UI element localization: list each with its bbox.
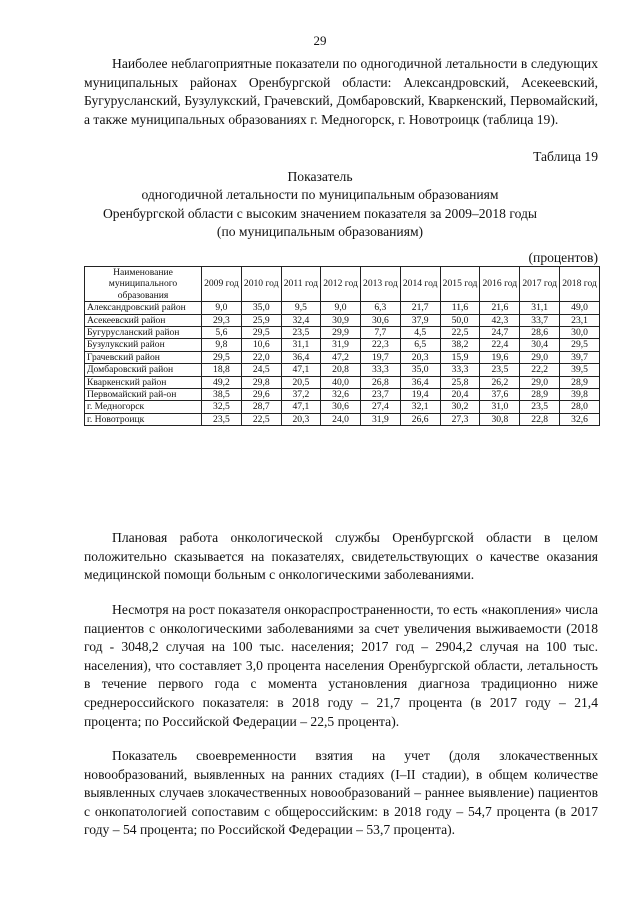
- row-name: Первомайский рай-он: [85, 389, 202, 401]
- value-cell: 29,5: [560, 339, 600, 351]
- value-cell: 6,5: [400, 339, 440, 351]
- row-name: Александровский район: [85, 302, 202, 314]
- value-cell: 6,3: [360, 302, 400, 314]
- table-units: (процентов): [528, 250, 598, 265]
- value-cell: 29,0: [520, 351, 560, 363]
- value-cell: 20,3: [400, 351, 440, 363]
- header-year: 2012 год: [321, 267, 361, 302]
- value-cell: 28,6: [520, 327, 560, 339]
- value-cell: 32,1: [400, 401, 440, 413]
- value-cell: 32,6: [560, 413, 600, 425]
- value-cell: 24,0: [321, 413, 361, 425]
- intro-paragraph: Наиболее неблагоприятные показатели по одногодичной летальности в следующих муниципальных районах Оренбургской области: Александровский, Асекеевский, Бугурусланский, Бузулукский, Грачевский, Домбаровский, Кваркенский, Первомайский, а также муниципальных образованиях г. Медногорск, г. Новотроицк (таблица 19).: [84, 56, 598, 127]
- value-cell: 31,1: [520, 302, 560, 314]
- caption-line-1: Показатель: [287, 169, 353, 184]
- header-name: Наименование муниципального образования: [85, 267, 202, 302]
- value-cell: 26,8: [360, 376, 400, 388]
- value-cell: 31,1: [281, 339, 320, 351]
- value-cell: 47,2: [321, 351, 361, 363]
- value-cell: 22,5: [241, 413, 281, 425]
- value-cell: 20,8: [321, 364, 361, 376]
- value-cell: 39,8: [560, 389, 600, 401]
- value-cell: 36,4: [281, 351, 320, 363]
- value-cell: 30,0: [560, 327, 600, 339]
- value-cell: 33,7: [520, 314, 560, 326]
- value-cell: 9,5: [281, 302, 320, 314]
- value-cell: 28,0: [560, 401, 600, 413]
- value-cell: 24,7: [480, 327, 520, 339]
- value-cell: 5,6: [202, 327, 242, 339]
- page-number: 29: [313, 33, 327, 48]
- table-label: Таблица 19: [533, 149, 598, 164]
- value-cell: 30,6: [360, 314, 400, 326]
- value-cell: 42,3: [480, 314, 520, 326]
- value-cell: 22,5: [440, 327, 480, 339]
- value-cell: 35,0: [241, 302, 281, 314]
- value-cell: 28,9: [560, 376, 600, 388]
- value-cell: 7,7: [360, 327, 400, 339]
- header-year: 2011 год: [281, 267, 320, 302]
- table-header-row: [85, 267, 600, 302]
- value-cell: 19,6: [480, 351, 520, 363]
- value-cell: 37,6: [480, 389, 520, 401]
- value-cell: 31,0: [480, 401, 520, 413]
- value-cell: 23,1: [560, 314, 600, 326]
- lethality-table: [84, 266, 600, 426]
- row-name: Бузулукский район: [85, 339, 202, 351]
- value-cell: 30,9: [321, 314, 361, 326]
- value-cell: 22,4: [480, 339, 520, 351]
- table-caption: [60, 168, 580, 241]
- value-cell: 29,0: [520, 376, 560, 388]
- value-cell: 30,2: [440, 401, 480, 413]
- row-name: Кваркенский район: [85, 376, 202, 388]
- value-cell: 40,0: [321, 376, 361, 388]
- header-year: 2015 год: [440, 267, 480, 302]
- table-row: [85, 401, 600, 413]
- value-cell: 23,5: [202, 413, 242, 425]
- header-year: 2016 год: [480, 267, 520, 302]
- row-name: Домбаровский район: [85, 364, 202, 376]
- value-cell: 49,0: [560, 302, 600, 314]
- value-cell: 20,4: [440, 389, 480, 401]
- value-cell: 10,6: [241, 339, 281, 351]
- value-cell: 22,8: [520, 413, 560, 425]
- row-name: г. Новотроицк: [85, 413, 202, 425]
- value-cell: 29,8: [241, 376, 281, 388]
- value-cell: 47,1: [281, 401, 320, 413]
- value-cell: 35,0: [400, 364, 440, 376]
- caption-line-4: (по муниципальным образованиям): [216, 223, 424, 239]
- value-cell: 49,2: [202, 376, 242, 388]
- row-name: Асекеевский район: [85, 314, 202, 326]
- row-name: Бугурусланский район: [85, 327, 202, 339]
- table-row: [85, 376, 600, 388]
- value-cell: 22,3: [360, 339, 400, 351]
- value-cell: 39,7: [560, 351, 600, 363]
- value-cell: 9,8: [202, 339, 242, 351]
- value-cell: 29,5: [202, 351, 242, 363]
- value-cell: 30,8: [480, 413, 520, 425]
- value-cell: 18,8: [202, 364, 242, 376]
- value-cell: 21,7: [400, 302, 440, 314]
- value-cell: 47,1: [281, 364, 320, 376]
- value-cell: 20,3: [281, 413, 320, 425]
- value-cell: 39,5: [560, 364, 600, 376]
- value-cell: 20,5: [281, 376, 320, 388]
- value-cell: 22,0: [241, 351, 281, 363]
- value-cell: 23,5: [281, 327, 320, 339]
- header-year: 2018 год: [560, 267, 600, 302]
- table-row: [85, 339, 600, 351]
- value-cell: 33,3: [360, 364, 400, 376]
- value-cell: 30,6: [321, 401, 361, 413]
- table-row: [85, 413, 600, 425]
- table-row: [85, 302, 600, 314]
- body-paragraph-1: Плановая работа онкологической службы Оренбургской области в целом положительно сказывается на показателях, свидетельствующих о качестве оказания медицинской помощи больным с онкологическими заболеваниями.: [84, 530, 598, 583]
- value-cell: 50,0: [440, 314, 480, 326]
- value-cell: 32,4: [281, 314, 320, 326]
- value-cell: 37,9: [400, 314, 440, 326]
- value-cell: 21,6: [480, 302, 520, 314]
- value-cell: 26,2: [480, 376, 520, 388]
- value-cell: 25,9: [241, 314, 281, 326]
- value-cell: 4,5: [400, 327, 440, 339]
- row-name: г. Медногорск: [85, 401, 202, 413]
- header-year: 2010 год: [241, 267, 281, 302]
- value-cell: 28,7: [241, 401, 281, 413]
- value-cell: 25,8: [440, 376, 480, 388]
- value-cell: 37,2: [281, 389, 320, 401]
- table-row: [85, 314, 600, 326]
- value-cell: 19,7: [360, 351, 400, 363]
- value-cell: 32,6: [321, 389, 361, 401]
- value-cell: 23,7: [360, 389, 400, 401]
- value-cell: 27,4: [360, 401, 400, 413]
- value-cell: 15,9: [440, 351, 480, 363]
- body-paragraph-3: Показатель своевременности взятия на учет (доля злокачественных новообразований, выявленных на ранних стадиях (I–II стадии), в общем количестве выявленных случаев злокачественных новообразований – раннее выявление) пациентов с онкопатологией сопоставим с общероссийским: в 2018 году – 54,7 процента (в 2017 году – 54 процента; по Российской Федерации – 53,7 процента).: [84, 748, 598, 838]
- table-row: [85, 327, 600, 339]
- table-row: [85, 364, 600, 376]
- value-cell: 26,6: [400, 413, 440, 425]
- table-row: [85, 351, 600, 363]
- body-paragraph-2: Несмотря на рост показателя онкораспространенности, то есть «накопления» числа пациентов с онкологическими заболеваниями за счет увеличения выживаемости (2018 год - 3048,2 случая на 100 тыс. населения; 2017 год – 2904,2 случая на 100 тыс. населения), что составляет 3,0 процента населения Оренбургской области, летальность в течение первого года с момента установления диагноза традиционно ниже среднероссийского показателя: в 2018 году – 21,7 процента (в 2017 году – 21,4 процента; по Российской Федерации – 22,5 процента).: [84, 602, 598, 729]
- row-name: Грачевский район: [85, 351, 202, 363]
- value-cell: 31,9: [360, 413, 400, 425]
- value-cell: 28,9: [520, 389, 560, 401]
- value-cell: 38,2: [440, 339, 480, 351]
- value-cell: 9,0: [321, 302, 361, 314]
- value-cell: 22,2: [520, 364, 560, 376]
- caption-line-3: Оренбургской области с высоким значением показателя за 2009–2018 годы: [102, 205, 538, 221]
- value-cell: 36,4: [400, 376, 440, 388]
- header-year: 2009 год: [202, 267, 242, 302]
- value-cell: 23,5: [520, 401, 560, 413]
- value-cell: 29,3: [202, 314, 242, 326]
- value-cell: 31,9: [321, 339, 361, 351]
- value-cell: 29,9: [321, 327, 361, 339]
- value-cell: 30,4: [520, 339, 560, 351]
- value-cell: 11,6: [440, 302, 480, 314]
- value-cell: 29,5: [241, 327, 281, 339]
- value-cell: 33,3: [440, 364, 480, 376]
- value-cell: 24,5: [241, 364, 281, 376]
- value-cell: 23,5: [480, 364, 520, 376]
- value-cell: 19,4: [400, 389, 440, 401]
- value-cell: 9,0: [202, 302, 242, 314]
- header-year: 2014 год: [400, 267, 440, 302]
- value-cell: 29,6: [241, 389, 281, 401]
- header-year: 2017 год: [520, 267, 560, 302]
- value-cell: 27,3: [440, 413, 480, 425]
- value-cell: 38,5: [202, 389, 242, 401]
- table-row: [85, 389, 600, 401]
- header-year: 2013 год: [360, 267, 400, 302]
- caption-line-2: одногодичной летальности по муниципальным образованиям: [141, 187, 499, 203]
- value-cell: 32,5: [202, 401, 242, 413]
